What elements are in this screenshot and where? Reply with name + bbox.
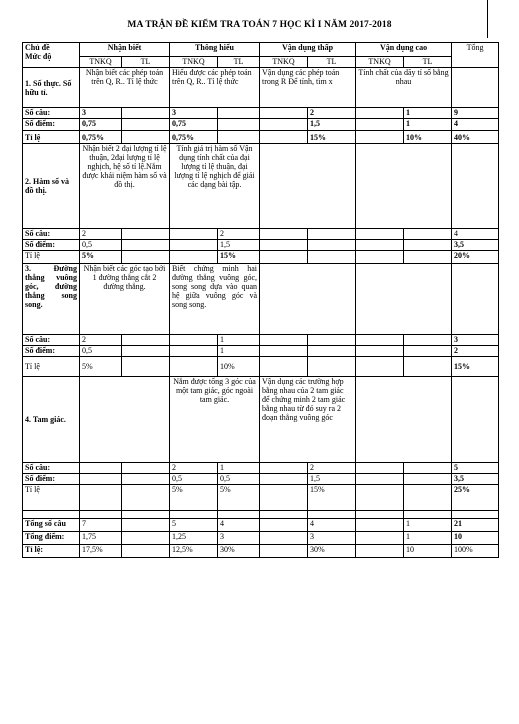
value-cell [260, 519, 308, 532]
ratio-label: Tỉ lệ [23, 357, 80, 377]
value-cell [122, 251, 170, 264]
value-cell: 5% [80, 251, 122, 264]
ratio-label: Tỉ lệ [23, 251, 80, 264]
value-cell [122, 240, 170, 251]
value-cell: 4 [308, 519, 356, 532]
value-cell [404, 335, 452, 346]
value-cell [356, 519, 404, 532]
value-cell [356, 131, 404, 144]
van-dung-thap-description: Vận dụng các trường hợp bằng nhau của 2 tam giác để chứng minh 2 tam giác bằng nhau từ đó suy ra 2 đoạn thẳng vuông góc [260, 377, 356, 463]
value-cell [308, 346, 356, 357]
level-header-label: Mức độ [25, 52, 52, 61]
value-cell [122, 229, 170, 240]
value-cell [404, 251, 452, 264]
value-cell [170, 251, 218, 264]
empty-cell [452, 377, 499, 463]
value-cell: 2 [308, 108, 356, 119]
value-cell: 5 [170, 519, 218, 532]
value-cell: 1,5 [308, 119, 356, 131]
value-cell: 1,25 [170, 532, 218, 545]
topic-header-label: Chủ đề [25, 43, 50, 52]
total-count-label: Tổng số câu [23, 519, 80, 532]
topic-name: 3. Đường thẳng vuông góc, đường thẳng song song. [23, 264, 80, 335]
total-cell: 10 [452, 532, 499, 545]
value-cell: 4 [218, 519, 260, 532]
total-cell: 9 [452, 108, 499, 119]
topic-name: 2. Hàm số và đồ thị. [23, 144, 80, 229]
value-cell [170, 240, 218, 251]
total-header: Tổng [452, 43, 499, 68]
value-cell [260, 119, 308, 131]
value-cell: 3 [218, 532, 260, 545]
value-cell [308, 357, 356, 377]
subheader-cell: TNKQ [260, 57, 308, 68]
total-ratio-label: Tỉ lệ: [23, 545, 80, 558]
thong-hieu-description: Hiểu được các phép toán trên Q, R.. Tỉ lệ thức [170, 68, 260, 108]
value-cell [122, 131, 170, 144]
empty-cell [356, 144, 452, 229]
empty-cell [356, 377, 452, 463]
level-header-nhan-biet: Nhận biết [80, 43, 170, 57]
value-cell: 1 [404, 119, 452, 131]
value-cell [260, 532, 308, 545]
value-cell: 1,5 [218, 240, 260, 251]
value-cell [80, 485, 122, 511]
value-cell: 0,5 [80, 346, 122, 357]
total-cell: 5 [452, 463, 499, 474]
total-cell: 40% [452, 131, 499, 144]
total-cell: 4 [452, 119, 499, 131]
value-cell [122, 357, 170, 377]
subheader-cell: TL [218, 57, 260, 68]
value-cell [122, 519, 170, 532]
value-cell: 1 [218, 335, 260, 346]
thong-hieu-description: Tính giá trị hàm số Vận dụng tính chất của đại lượng tỉ lệ thuận, đại lượng tỉ lệ nghịch để giải các dạng bài tập. [170, 144, 260, 229]
value-cell [404, 229, 452, 240]
empty-cell [308, 511, 356, 519]
value-cell [122, 532, 170, 545]
empty-cell [23, 511, 80, 519]
exam-matrix-table [22, 42, 499, 558]
value-cell [218, 108, 260, 119]
nhan-biet-description: Nhận biết 2 đại lượng tỉ lệ thuận, 2đại lượng tỉ lệ nghịch, hệ số tỉ lệ.Nắm được khái niệm hàm số và đồ thị. [80, 144, 170, 229]
count-label: Số câu: [23, 229, 80, 240]
page-title: MA TRẬN ĐỀ KIỂM TRA TOÁN 7 HỌC KÌ I NĂM 2017-2018 [127, 20, 392, 30]
value-cell [170, 346, 218, 357]
value-cell: 0,5 [80, 240, 122, 251]
empty-cell [452, 68, 499, 108]
total-cell: 20% [452, 251, 499, 264]
empty-cell [452, 264, 499, 335]
value-cell [122, 119, 170, 131]
score-label: Số điểm: [23, 346, 80, 357]
value-cell [404, 357, 452, 377]
margin-line [487, 0, 488, 38]
value-cell: 0,75% [170, 131, 218, 144]
empty-cell [170, 511, 218, 519]
value-cell: 3 [308, 532, 356, 545]
empty-cell [260, 144, 356, 229]
value-cell [260, 108, 308, 119]
subheader-cell: TNKQ [170, 57, 218, 68]
level-header-thong-hieu: Thông hiểu [170, 43, 260, 57]
value-cell: 17,5% [80, 545, 122, 558]
level-header-van-dung-cao: Vận dụng cao [356, 43, 452, 57]
value-cell: 2 [170, 463, 218, 474]
empty-cell [260, 264, 356, 335]
value-cell [218, 131, 260, 144]
value-cell: 0,75 [170, 119, 218, 131]
count-label: Số câu: [23, 463, 80, 474]
empty-cell [404, 511, 452, 519]
total-cell: 4 [452, 229, 499, 240]
value-cell [260, 545, 308, 558]
value-cell [80, 463, 122, 474]
subheader-cell: TNKQ [356, 57, 404, 68]
total-cell: 2 [452, 346, 499, 357]
value-cell [404, 485, 452, 511]
value-cell [260, 335, 308, 346]
value-cell: 0,5 [218, 474, 260, 485]
topic-name: 1. Số thực. Số hữu tỉ. [23, 68, 80, 108]
value-cell [308, 335, 356, 346]
value-cell [260, 251, 308, 264]
value-cell [356, 335, 404, 346]
value-cell: 1 [218, 346, 260, 357]
level-header-van-dung-thap: Vận dụng thấp [260, 43, 356, 57]
nhan-biet-description: Nhận biết các phép toán trên Q, R.. Tỉ lệ thức [80, 68, 170, 108]
topic-header-cell [23, 43, 80, 68]
value-cell [404, 463, 452, 474]
empty-cell [452, 511, 499, 519]
value-cell [122, 545, 170, 558]
value-cell: 2 [308, 463, 356, 474]
value-cell [356, 346, 404, 357]
value-cell: 5% [80, 357, 122, 377]
value-cell [260, 463, 308, 474]
value-cell [80, 474, 122, 485]
value-cell: 30% [308, 545, 356, 558]
value-cell: 1 [404, 519, 452, 532]
subheader-cell: TL [122, 57, 170, 68]
value-cell [260, 240, 308, 251]
value-cell: 5% [170, 485, 218, 511]
thong-hieu-description: Biết chứng minh hai đường thẳng vuông góc, song song dựa vào quan hệ giữa vuông góc và song song. [170, 264, 260, 335]
value-cell: 10% [218, 357, 260, 377]
value-cell: 1 [218, 463, 260, 474]
value-cell: 0,75% [80, 131, 122, 144]
value-cell: 0,75 [80, 119, 122, 131]
empty-cell [356, 511, 404, 519]
value-cell [260, 346, 308, 357]
score-label: Số điểm: [23, 119, 80, 131]
value-cell [356, 229, 404, 240]
subheader-cell: TL [404, 57, 452, 68]
value-cell [122, 346, 170, 357]
empty-cell [452, 144, 499, 229]
value-cell [308, 251, 356, 264]
value-cell [260, 485, 308, 511]
value-cell [308, 240, 356, 251]
value-cell: 30% [218, 545, 260, 558]
value-cell [356, 485, 404, 511]
empty-cell [356, 264, 452, 335]
van-dung-cao-description: Tính chất của dãy tỉ số bằng nhau [356, 68, 452, 108]
value-cell [356, 545, 404, 558]
total-score-label: Tổng điểm: [23, 532, 80, 545]
value-cell [260, 229, 308, 240]
subheader-cell: TL [308, 57, 356, 68]
value-cell: 2 [218, 229, 260, 240]
value-cell [356, 463, 404, 474]
value-cell: 1 [404, 108, 452, 119]
total-cell: 21 [452, 519, 499, 532]
empty-cell [80, 511, 122, 519]
value-cell: 2 [80, 335, 122, 346]
value-cell [308, 229, 356, 240]
value-cell: 0,5 [170, 474, 218, 485]
total-cell: 15% [452, 357, 499, 377]
value-cell [404, 474, 452, 485]
value-cell [122, 474, 170, 485]
nhan-biet-description: Nhận biết các góc tạo bởi 1 đường thẳng cắt 2 đường thẳng. [80, 264, 170, 335]
total-cell: 25% [452, 485, 499, 511]
ratio-label: Tỉ lệ [23, 485, 80, 511]
topic-name: 4. Tam giác. [23, 377, 80, 463]
value-cell [356, 119, 404, 131]
empty-cell [80, 377, 170, 463]
total-cell: 3 [452, 335, 499, 346]
thong-hieu-description: Nắm được tổng 3 góc của một tam giác, góc ngoài tam giác. [170, 377, 260, 463]
total-cell: 3,5 [452, 474, 499, 485]
value-cell [356, 357, 404, 377]
value-cell: 1,5 [308, 474, 356, 485]
value-cell: 15% [218, 251, 260, 264]
value-cell [122, 335, 170, 346]
value-cell: 5% [218, 485, 260, 511]
value-cell: 12,5% [170, 545, 218, 558]
value-cell: 1 [404, 532, 452, 545]
value-cell [260, 131, 308, 144]
empty-cell [218, 511, 260, 519]
van-dung-thap-description: Vận dụng các phép toán trong R Để tính, tìm x [260, 68, 356, 108]
count-label: Số câu: [23, 335, 80, 346]
value-cell [260, 357, 308, 377]
value-cell [356, 108, 404, 119]
value-cell [170, 357, 218, 377]
value-cell: 7 [80, 519, 122, 532]
ratio-label: Tỉ lệ [23, 131, 80, 144]
value-cell [404, 240, 452, 251]
value-cell [122, 485, 170, 511]
value-cell: 10% [404, 131, 452, 144]
value-cell: 3 [170, 108, 218, 119]
value-cell: 15% [308, 485, 356, 511]
empty-cell [260, 511, 308, 519]
value-cell [356, 240, 404, 251]
value-cell [356, 474, 404, 485]
value-cell: 10 [404, 545, 452, 558]
empty-cell [122, 511, 170, 519]
value-cell [404, 346, 452, 357]
score-label: Số điểm: [23, 240, 80, 251]
value-cell [218, 119, 260, 131]
value-cell: 1,75 [80, 532, 122, 545]
value-cell: 2 [80, 229, 122, 240]
value-cell [356, 532, 404, 545]
total-cell: 3,5 [452, 240, 499, 251]
subheader-cell: TNKQ [80, 57, 122, 68]
value-cell [170, 229, 218, 240]
score-label: Số điểm: [23, 474, 80, 485]
value-cell [122, 463, 170, 474]
value-cell: 3 [80, 108, 122, 119]
value-cell [170, 335, 218, 346]
value-cell: 15% [308, 131, 356, 144]
value-cell [122, 108, 170, 119]
total-cell: 100% [452, 545, 499, 558]
value-cell [356, 251, 404, 264]
count-label: Số câu: [23, 108, 80, 119]
value-cell [260, 474, 308, 485]
